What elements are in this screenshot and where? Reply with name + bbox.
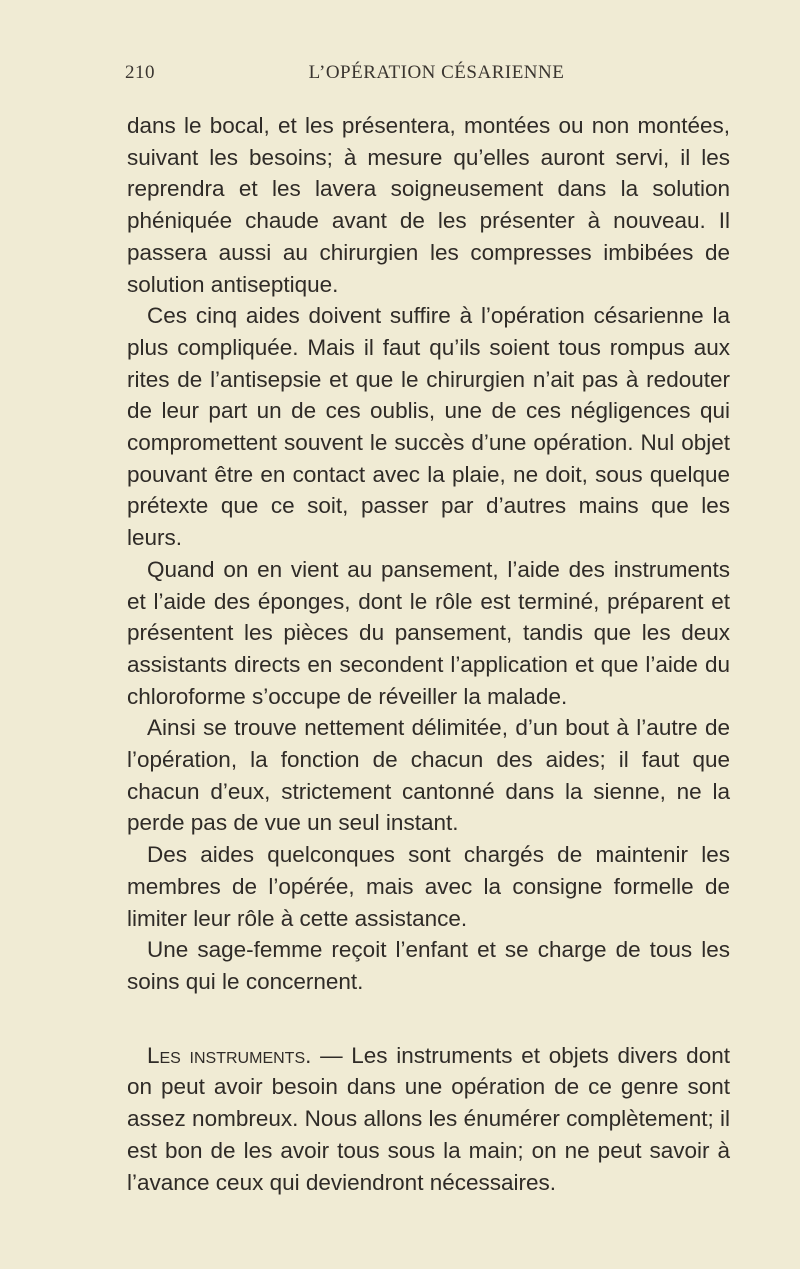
paragraph-sage-femme: Une sage-femme reçoit l’enfant et se charge de tous les soins qui le concernent.	[127, 937, 730, 994]
section-text: Les instruments et objets divers dont on peut avoir besoin dans une opération de ce genre sont assez nombreux. Nous allons les énumérer complètement; il est bon de les avoir tous sous la main; on ne peut savoir à l’avance ceux qui deviendront nécessaires.	[127, 1042, 730, 1195]
running-head	[125, 62, 730, 92]
paragraph-fonction: Ainsi se trouve nettement délimitée, d’un bout à l’autre de l’opération, la fonction de chacun des aides; il faut que chacun d’eux, strictement cantonné dans la sienne, ne la perde pas de vue un seul instant.	[127, 715, 730, 836]
paragraph-aides: Ces cinq aides doivent suffire à l’opération césarienne la plus compliquée. Mais il faut qu’ils soient tous rompus aux rites de l’antisepsie et que le chirurgien n’ait pas à redouter de leur part un de ces oublis, une de ces négligences qui compromettent souvent le succès d’une opération. Nul objet pouvant être en contact avec la plaie, ne doit, sous quelque prétexte que ce soit, passer par d’autres mains que les leurs.	[127, 303, 730, 551]
paragraph-pansement: Quand on en vient au pansement, l’aide des instruments et l’aide des éponges, dont le rôle est terminé, préparent et présentent les pièces du pansement, tandis que les deux assistants directs en secondent l’application et que l’aide du chloroforme s’occupe de réveiller la malade.	[127, 556, 730, 709]
running-title: L’OPÉRATION CÉSARIENNE	[308, 62, 565, 83]
section-heading: Les instruments.	[147, 1042, 312, 1068]
paragraph-instruments	[127, 1040, 730, 1199]
page-number: 210	[125, 62, 155, 83]
section-gap	[127, 998, 730, 1040]
section-dash: —	[311, 1042, 352, 1068]
body-text	[127, 110, 730, 1198]
paragraph-continuation: dans le bocal, et les présentera, montées ou non montées, suivant les besoins; à mesure qu’elles auront servi, il les reprendra et les lavera soigneusement dans la solution phéniquée chaude avant de les présenter à nouveau. Il passera aussi au chirurgien les compresses imbibées de solution antiseptique.	[127, 113, 730, 297]
paragraph-membres: Des aides quelconques sont chargés de maintenir les membres de l’opérée, mais avec la consigne formelle de limiter leur rôle à cette assistance.	[127, 842, 730, 931]
